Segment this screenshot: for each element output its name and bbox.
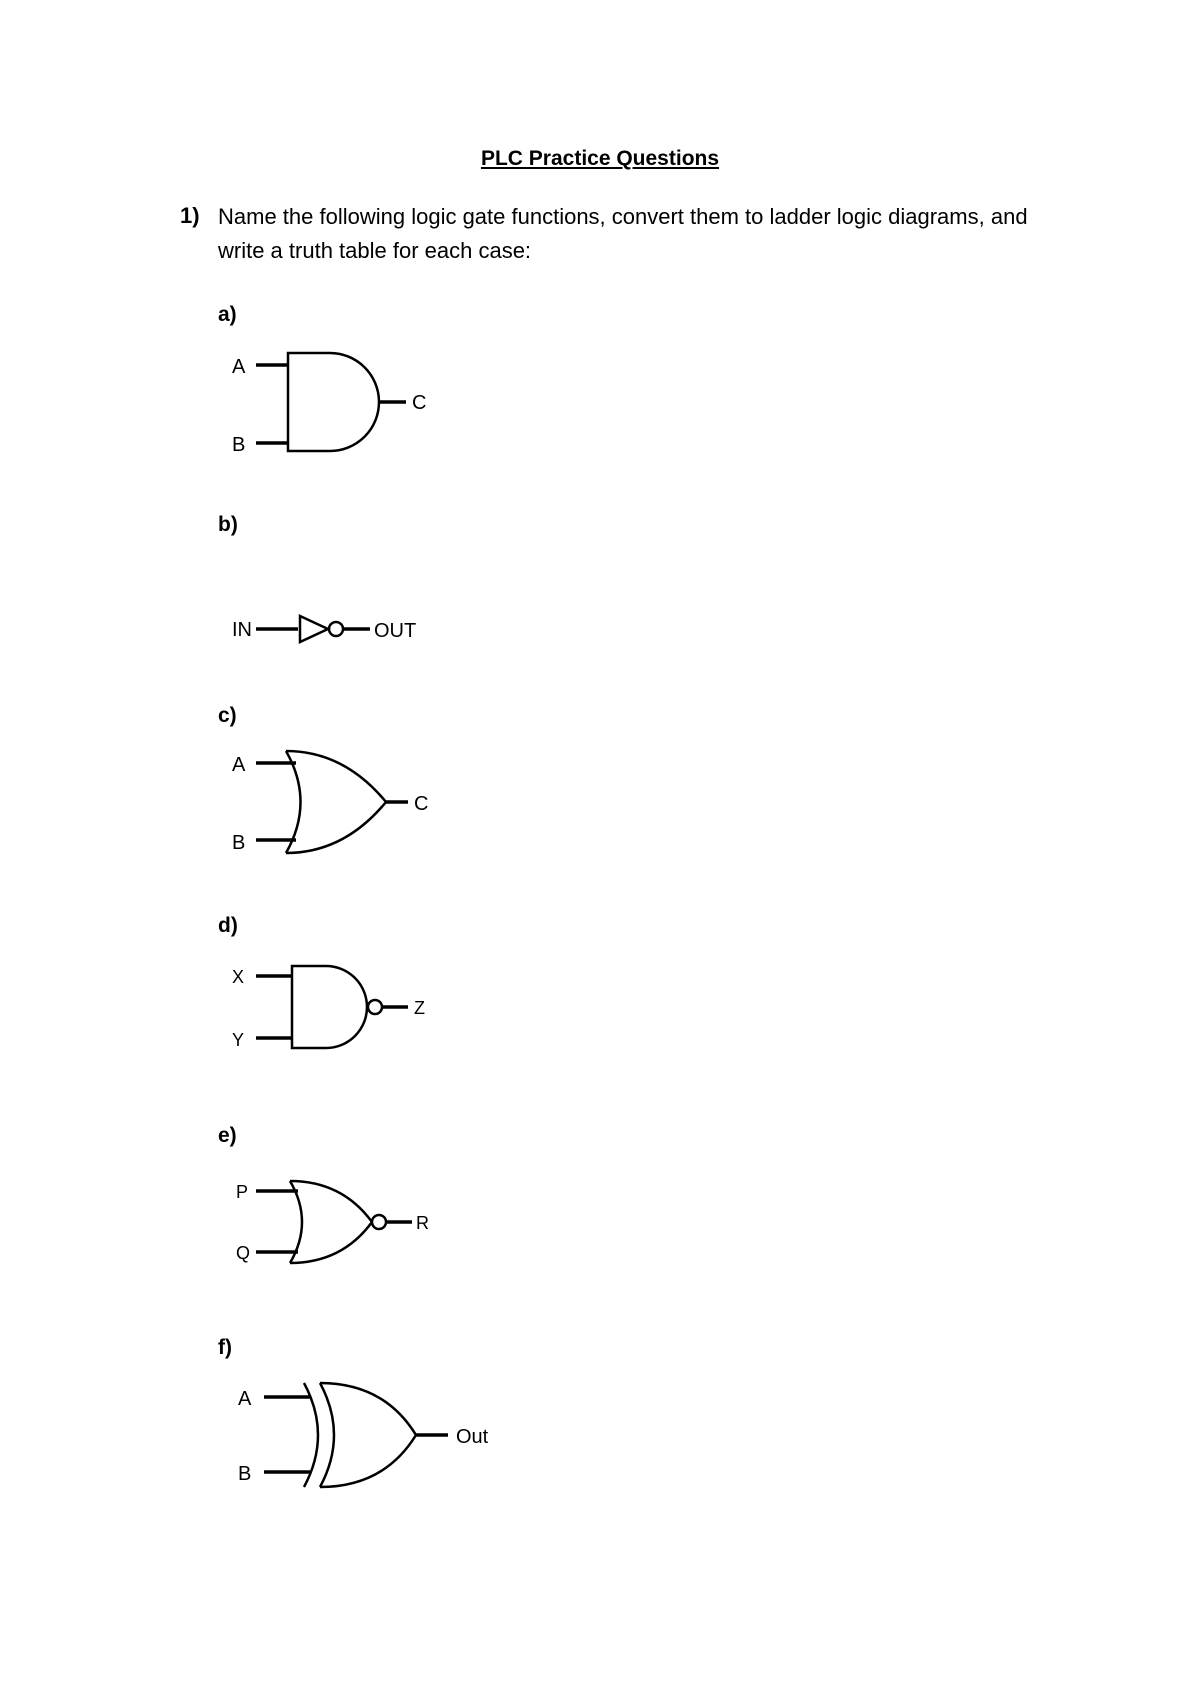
input-x-label: X <box>232 967 245 987</box>
part-a-label: a) <box>218 303 237 326</box>
question-text: Name the following logic gate functions, convert them to ladder logic diagrams, and write a truth table for each case: <box>218 204 1028 263</box>
nand-gate-diagram <box>220 962 450 1062</box>
input-p-label: P <box>236 1182 249 1202</box>
part-c-label: c) <box>218 704 237 727</box>
input-b-label: B <box>232 832 246 854</box>
part-e-label: e) <box>218 1124 237 1147</box>
input-b-label: B <box>232 434 246 456</box>
output-out-label: OUT <box>374 620 417 642</box>
part-f-label: f) <box>218 1336 232 1359</box>
part-b-label: b) <box>218 513 238 536</box>
input-a-label: A <box>232 356 246 378</box>
input-y-label: Y <box>232 1030 245 1050</box>
page-title: PLC Practice Questions <box>480 147 720 170</box>
input-a-label: A <box>238 1388 252 1410</box>
input-q-label: Q <box>236 1243 251 1263</box>
or-gate-diagram <box>220 745 450 865</box>
input-b-label: B <box>238 1463 252 1485</box>
output-c-label: C <box>414 793 429 815</box>
xor-gate-diagram <box>220 1375 510 1505</box>
question-number: 1) <box>180 203 200 228</box>
nor-gate-diagram <box>220 1177 450 1267</box>
output-z-label: Z <box>414 998 425 1018</box>
input-a-label: A <box>232 754 246 776</box>
and-gate-diagram <box>220 345 450 465</box>
output-out-label: Out <box>456 1426 489 1448</box>
output-c-label: C <box>412 392 427 414</box>
output-r-label: R <box>416 1213 429 1233</box>
part-d-label: d) <box>218 914 238 937</box>
not-gate-diagram <box>220 610 450 650</box>
input-in-label: IN <box>232 619 252 641</box>
